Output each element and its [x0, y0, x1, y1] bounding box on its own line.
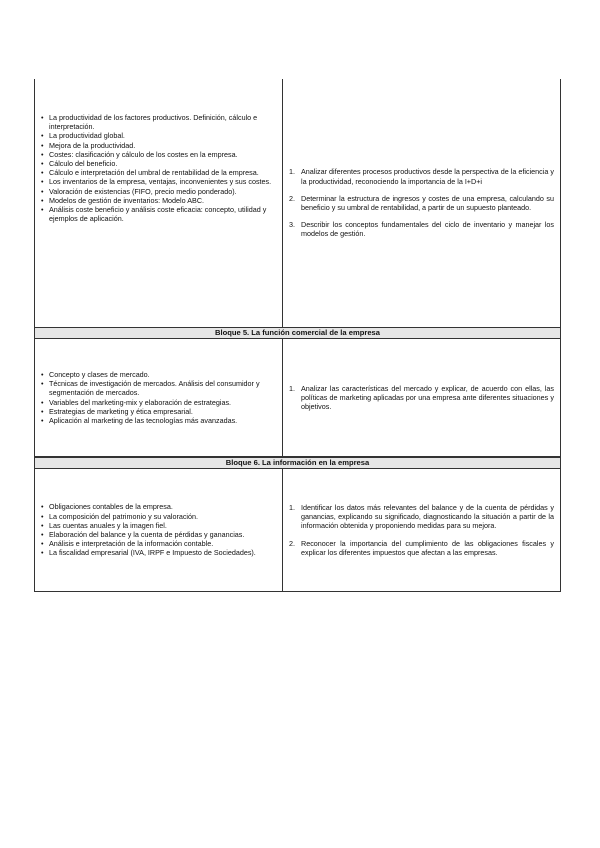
- block4-contents-list: [41, 113, 276, 223]
- criterion-item: [289, 167, 554, 185]
- criterion-text: Reconocer la importancia del cumplimiento de las obligaciones fiscales y explicar los diferentes impuestos que afectan a las empresas.: [301, 538, 554, 557]
- curriculum-table: [34, 79, 561, 592]
- block6-contents-cell: [35, 469, 283, 591]
- criterion-text: Analizar las características del mercado y explicar, de acuerdo con ellas, las políticas de marketing aplicadas por una empresa ante diferentes situaciones y objetivos.: [301, 383, 554, 412]
- list-item: • La composición del patrimonio y su valoración.: [41, 512, 256, 521]
- list-item: • Costes: clasificación y cálculo de los costes en la empresa.: [41, 150, 276, 159]
- list-item: • Análisis coste beneficio y análisis coste eficacia: concepto, utilidad y ejemplos de aplicación.: [41, 205, 276, 223]
- criterion-item: [289, 220, 554, 238]
- list-item: • La productividad de los factores productivos. Definición, cálculo e interpretación.: [41, 113, 276, 131]
- list-item: • Variables del marketing-mix y elaboración de estrategias.: [41, 398, 276, 407]
- block5-row: [35, 339, 560, 457]
- block5-criteria-cell: [283, 339, 560, 456]
- list-item: • Aplicación al marketing de las tecnologías más avanzadas.: [41, 416, 276, 425]
- block4-row: [35, 79, 560, 327]
- block6-row: [35, 469, 560, 592]
- list-item: • Mejora de la productividad.: [41, 141, 276, 150]
- list-item: • Cálculo e interpretación del umbral de rentabilidad de la empresa.: [41, 168, 276, 177]
- block6-title: Bloque 6. La información en la empresa: [35, 457, 560, 469]
- criterion-text: Describir los conceptos fundamentales del ciclo de inventario y manejar los modelos de gestión.: [301, 220, 554, 239]
- criterion-number: 2.: [289, 193, 295, 203]
- list-item: • Modelos de gestión de inventarios: Modelo ABC.: [41, 196, 276, 205]
- block4-criteria-list: [289, 167, 554, 238]
- block4-criteria-cell: [283, 79, 560, 327]
- list-item: • Estrategias de marketing y ética empresarial.: [41, 407, 276, 416]
- criterion-number: 3.: [289, 220, 295, 230]
- criterion-number: 1.: [289, 167, 295, 177]
- list-item: • Concepto y clases de mercado.: [41, 370, 276, 379]
- criterion-number: 1.: [289, 383, 295, 393]
- list-item: • Las cuentas anuales y la imagen fiel.: [41, 521, 256, 530]
- list-item: • Técnicas de investigación de mercados. Análisis del consumidor y segmentación de mercados.: [41, 379, 276, 397]
- criterion-item: [289, 194, 554, 212]
- criterion-text: Analizar diferentes procesos productivos desde la perspectiva de la eficiencia y la productividad, reconociendo la importancia de la I+D+i: [301, 167, 554, 186]
- block6-criteria-cell: [283, 469, 560, 591]
- criterion-item: [289, 539, 554, 557]
- block6-criteria-list: [289, 503, 554, 557]
- criterion-item: [289, 503, 554, 531]
- list-item: • Elaboración del balance y la cuenta de pérdidas y ganancias.: [41, 530, 256, 539]
- list-item: • Cálculo del beneficio.: [41, 159, 276, 168]
- list-item: • Análisis e interpretación de la información contable.: [41, 539, 256, 548]
- criterion-text: Determinar la estructura de ingresos y costes de una empresa, calculando su beneficio y su umbral de rentabilidad, a partir de un supuesto planteado.: [301, 193, 554, 212]
- criterion-number: 2.: [289, 538, 295, 548]
- criterion-text: Identificar los datos más relevantes del balance y de la cuenta de pérdidas y ganancias, explicando su significado, diagnosticando la situación a partir de la información obtenida y proponiendo medidas para su mejora.: [301, 502, 554, 531]
- list-item: • Los inventarios de la empresa, ventajas, inconvenientes y sus costes.: [41, 177, 276, 186]
- criterion-number: 1.: [289, 502, 295, 512]
- block6-contents-list: [41, 502, 256, 557]
- block5-contents-cell: [35, 339, 283, 456]
- block4-contents-cell: [35, 79, 283, 327]
- criterion-item: [289, 384, 554, 412]
- block5-title: Bloque 5. La función comercial de la empresa: [35, 327, 560, 339]
- list-item: • La fiscalidad empresarial (IVA, IRPF e Impuesto de Sociedades).: [41, 548, 256, 557]
- list-item: • Valoración de existencias (FIFO, precio medio ponderado).: [41, 187, 276, 196]
- block5-contents-list: [41, 370, 276, 425]
- list-item: • La productividad global.: [41, 131, 276, 140]
- list-item: • Obligaciones contables de la empresa.: [41, 502, 256, 511]
- block5-criteria-list: [289, 384, 554, 412]
